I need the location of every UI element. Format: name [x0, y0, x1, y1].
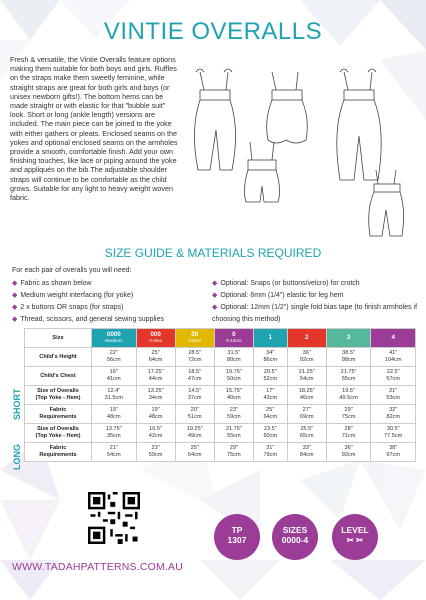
- list-item: ◆ Optional: 6mm (1/4") elastic for leg hem: [212, 292, 344, 299]
- table-cell: 12.4" 31.5cm: [92, 386, 137, 405]
- table-row: [10, 367, 416, 386]
- table-row: [10, 405, 416, 424]
- table-cell: 15.75" 40cm: [214, 386, 253, 405]
- table-cell: 18.25" 46cm: [287, 386, 326, 405]
- table-cell: 28" 71cm: [326, 424, 371, 443]
- pattern-number-badge: TP 1307: [214, 514, 260, 560]
- diamond-bullet-icon: ◆: [12, 304, 18, 311]
- section-heading: SIZE GUIDE & MATERIALS REQUIRED: [104, 246, 322, 260]
- table-cell: 23" 59cm: [136, 443, 175, 462]
- size-header-cell: 1: [253, 329, 287, 348]
- table-cell: 21.25" 54cm: [287, 367, 326, 386]
- table-cell: 16.5" 42cm: [136, 424, 175, 443]
- table-cell: 38.5" 98cm: [326, 348, 371, 367]
- table-cell: 13.75" 35cm: [92, 424, 137, 443]
- table-cell: 36" 92cm: [326, 443, 371, 462]
- table-cell: 19.75" 50cm: [214, 367, 253, 386]
- size-header-cell: 4: [371, 329, 416, 348]
- table-cell: 23.5" 60cm: [253, 424, 287, 443]
- table-cell: 25" 64cm: [253, 405, 287, 424]
- list-item: ◆ Thread, scissors, and general sewing supplies: [12, 316, 164, 323]
- diamond-bullet-icon: ◆: [212, 280, 218, 287]
- list-item: ◆ Fabric as shown below: [12, 280, 92, 287]
- materials-list-right: [212, 278, 422, 326]
- table-cell: 21.75" 55cm: [326, 367, 371, 386]
- table-cell: 21.75" 55cm: [214, 424, 253, 443]
- list-item: ◆ Optional: 12mm (1/2") single fold bias tape (to finish armholes if choosing this method): [212, 304, 418, 323]
- table-cell: 17.25" 44cm: [136, 367, 175, 386]
- table-cell: 22" 56cm: [92, 348, 137, 367]
- page-title: VINTIE OVERALLS: [103, 18, 323, 45]
- size-header-cell: 2: [287, 329, 326, 348]
- long-label: LONG: [12, 444, 22, 470]
- table-cell: 23" 59cm: [214, 405, 253, 424]
- materials-list-left: [12, 278, 212, 326]
- size-header-cell: 3: [326, 329, 371, 348]
- size-header-cell: 000 0-3mo: [136, 329, 175, 348]
- diamond-bullet-icon: ◆: [12, 316, 18, 323]
- website-link[interactable]: WWW.TADAHPATTERNS.COM.AU: [12, 561, 184, 573]
- table-cell: 16" 41cm: [92, 367, 137, 386]
- table-cell: 31.5" 80cm: [214, 348, 253, 367]
- intro-paragraph: Fresh & versatile, the Vintie Overalls feature options making them suitable for both boys and girls. Ruffles on the straps make them sweetly feminine, while straight straps are great for both girls and boys (or unisex newborn gifts!). The bottom hems can be made straight or with elastic for that "bubble suit" look. Short or long (ankle length) versions are included. The main piece can be joined to the yoke with either gathers or pleats. Enclosed seams on the yokes and optional enclosed seams on the armholes provide a smooth, comfortable finish. Add your own finishing touches, like lace or piping around the yoke and appliqués on the bib.The adjustable shoulder straps will continue to be comfortable as the child grows. Suitable for any light to heavy weight woven fabric.: [10, 55, 178, 203]
- table-cell: 17" 43cm: [253, 386, 287, 405]
- list-item: ◆ Optional: Snaps (or buttons/velcro) for crotch: [212, 280, 360, 287]
- table-cell: 38" 97cm: [371, 443, 416, 462]
- row-label: Child's Height: [25, 348, 92, 367]
- table-cell: 20.5" 52cm: [253, 367, 287, 386]
- table-cell: 25" 64cm: [175, 443, 214, 462]
- table-cell: 32" 82cm: [371, 405, 416, 424]
- diamond-bullet-icon: ◆: [212, 292, 218, 299]
- table-row: [10, 348, 416, 367]
- table-cell: 25" 64cm: [136, 348, 175, 367]
- table-cell: 19.5" 49.5cm: [326, 386, 371, 405]
- materials-intro: For each pair of overalls you will need:: [12, 267, 132, 274]
- level-badge: LEVEL ✂ ✂: [332, 514, 378, 560]
- table-row: [10, 443, 416, 462]
- size-header-cell: 0000 Newborn: [92, 329, 137, 348]
- table-cell: 21" 53cm: [371, 386, 416, 405]
- table-cell: 34" 86cm: [253, 348, 287, 367]
- table-row: [10, 424, 416, 443]
- size-header-cell: 0 6-12mo: [214, 329, 253, 348]
- diamond-bullet-icon: ◆: [12, 292, 18, 299]
- table-cell: 28.5" 72cm: [175, 348, 214, 367]
- table-cell: 22.5" 57cm: [371, 367, 416, 386]
- table-header-row: [10, 329, 416, 348]
- table-cell: 20" 51cm: [175, 405, 214, 424]
- table-cell: 21" 54cm: [92, 443, 137, 462]
- table-cell: 27" 69cm: [287, 405, 326, 424]
- row-label: Child's Chest: [25, 367, 92, 386]
- size-guide-table: [10, 328, 416, 462]
- table-cell: 41" 104cm: [371, 348, 416, 367]
- qr-code-icon: [88, 492, 140, 544]
- table-cell: 36" 92cm: [287, 348, 326, 367]
- sizes-badge: SIZES 0000-4: [272, 514, 318, 560]
- table-cell: 31" 79cm: [253, 443, 287, 462]
- table-cell: 30.5" 77.5cm: [371, 424, 416, 443]
- size-header-cell: 00 3-6mo: [175, 329, 214, 348]
- row-label: Fabric Requirements: [25, 443, 92, 462]
- table-cell: 13.25" 34cm: [136, 386, 175, 405]
- table-cell: 14.5" 37cm: [175, 386, 214, 405]
- table-cell: 19" 48cm: [92, 405, 137, 424]
- size-column-label: Size: [25, 329, 92, 348]
- table-cell: 25.5" 65cm: [287, 424, 326, 443]
- list-item: ◆ 2 x buttons OR snaps (for straps): [12, 304, 124, 311]
- overalls-sketches: [186, 60, 418, 238]
- scissors-icon: ✂ ✂: [346, 535, 364, 545]
- table-cell: 18.5" 47cm: [175, 367, 214, 386]
- list-item: ◆ Medium weight interfacing (for yoke): [12, 292, 134, 299]
- table-cell: 33" 84cm: [287, 443, 326, 462]
- diamond-bullet-icon: ◆: [12, 280, 18, 287]
- row-label: Size of Overalls (Top Yoke - Hem): [25, 386, 92, 405]
- table-cell: 19" 48cm: [136, 405, 175, 424]
- table-cell: 29" 75cm: [214, 443, 253, 462]
- row-label: Size of Overalls (Top Yoke - Hem): [25, 424, 92, 443]
- table-cell: 19.25" 49cm: [175, 424, 214, 443]
- short-label: SHORT: [12, 388, 22, 420]
- table-cell: 29" 75cm: [326, 405, 371, 424]
- table-row: [10, 386, 416, 405]
- row-label: Fabric Requirements: [25, 405, 92, 424]
- diamond-bullet-icon: ◆: [212, 304, 218, 311]
